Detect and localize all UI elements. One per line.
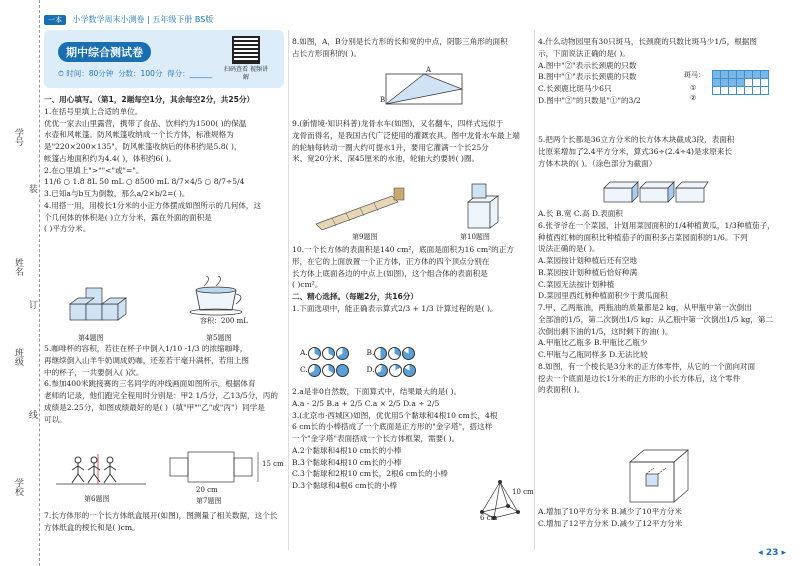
question-line: 2.a是非0自然数，下面算式中，结果最大的是( )。 <box>292 387 462 396</box>
column-2 <box>292 36 532 60</box>
page-number-text: 23 <box>765 548 779 558</box>
question-line: 4.什么动物园里有30只斑马，长颈鹿的只数比斑马少1/5，根据图 <box>538 37 757 46</box>
page-number: ◂ 23 ▸ <box>758 548 786 558</box>
question-line: 示，下面说法正确的是( )。 <box>538 48 630 58</box>
question-line: 优优一家去山里露营，携带了食品、饮料约为1500( )的保温 <box>44 118 247 128</box>
column-2-q9 <box>292 118 532 165</box>
column-3-end <box>538 506 788 530</box>
fig8-point-a: A <box>426 66 432 74</box>
question-line: 中的杯子，一共要倒入( )次。 <box>44 367 144 377</box>
question-line: 6.张爷爷在一个菜园，计划用菜园面积的1/4种植黄瓜，1/3种植茄子， <box>538 220 775 230</box>
question-line: D.菜园里西红柿种植面积少于黄瓜面积 <box>538 291 668 301</box>
grid-label-2: ② <box>690 94 697 102</box>
question-line: 8.如图，有一个棱长是3分米的正方体零件，从它的一个面向对面 <box>538 361 756 371</box>
question-line: ( )平方分米。 <box>44 224 91 234</box>
question-line: A.增加了10平方分米 B.减少了10平方分米 <box>538 507 682 516</box>
exam-time: ⏱ 时间：80分钟 <box>58 69 114 78</box>
question-line: B.菜园按计划种植后恰好种满 <box>538 267 638 277</box>
question-line: 个几何体的体积是( )立方分米，露在外面的面积是 <box>44 212 212 222</box>
number-label: 学号 <box>13 128 23 146</box>
exam-score: 得分：______ <box>167 69 213 78</box>
question-line: A.甲瓶比乙瓶多 B.甲瓶比乙瓶少 <box>538 338 648 348</box>
pyramid-base-len: 6 cm <box>480 514 498 522</box>
question-line: 6 cm长的小棒搭成了一个底面是正方形的"金字塔"，搭这样 <box>292 422 493 432</box>
school-label: 学校 <box>13 478 23 496</box>
question-line: C.3个黏球和2根10 cm长，2根6 cm长的小棒 <box>292 469 448 479</box>
name-label: 姓名 <box>13 258 23 276</box>
question-line: 的轮轴每转动一圈大约可提水1升，要用它灌满一个长25分 <box>292 142 489 152</box>
question-line: 可以。 <box>44 414 67 424</box>
question-line: C.增加了12平方分米 D.减少了12平方分米 <box>538 518 683 528</box>
question-line: 挖去一个底面是边长1分米的正方形的小长方体后，这个零件 <box>538 373 741 383</box>
column-divider <box>288 30 289 550</box>
question-line: 11/6 ○ 1.8 8L 50 mL ○ 8500 mL 8/7×4/5 ○ 8/7÷5/4 <box>44 177 245 187</box>
question-line: 水壶和风帐篷。防风帐篷收纳成一个长方体，标准规格为 <box>44 130 234 140</box>
exam-title: 期中综合测试卷 <box>58 42 151 62</box>
class-label: 班级 <box>13 348 23 366</box>
exam-banner <box>44 30 284 88</box>
question-line: B.图中"①"表示长颈鹿的只数 <box>538 72 637 82</box>
question-line: 方体纸盒的棱长和是( )cm。 <box>44 522 140 532</box>
page-header <box>44 14 284 26</box>
question-line: 米、宽20分米、深45厘米的水池，轮轴大约要转( )圈。 <box>292 154 480 164</box>
question-line: C.菜园无法按计划种植 <box>538 279 615 289</box>
question-line: 4.用搭一用，用棱长1分米的小正方体摆成如图所示的几何体，这 <box>44 200 262 210</box>
cut-mark-2: 订 <box>27 300 37 309</box>
question-line: ( )cm²。 <box>292 280 323 290</box>
question-line: C.长颈鹿比斑马少6只 <box>538 84 612 94</box>
exam-total: 分数：100分 <box>118 69 163 78</box>
question-line: 老师的记录，他们跑完全程用时分别是：甲2 1/5分，乙13/5分，丙的 <box>44 391 278 401</box>
fig8-rectangle <box>384 72 466 108</box>
question-line: 8.如图，A，B分别是长方形的长和宽的中点，阴影三角形的面积 <box>292 37 508 46</box>
column-2-q2 <box>292 386 532 492</box>
choice-row: A. B. <box>300 344 530 361</box>
column-3-q5 <box>538 134 788 169</box>
fig7-caption: 第7题图 <box>196 497 222 505</box>
question-line: 7.长方体形的一个长方体纸盒展开(如图)，图测量了相关数据，这个长 <box>44 511 278 520</box>
column-3-q6 <box>538 208 788 396</box>
question-line: C.甲瓶与乙瓶同样多 D.无法比较 <box>538 350 648 360</box>
column-1-end <box>44 510 284 534</box>
fig6-runners <box>56 450 146 490</box>
section-heading: 二、精心选择。（每题2分，共16分） <box>292 292 418 302</box>
question-line: 一个"金字塔"表面搭成一个长方体框架，需要( )。 <box>292 434 460 444</box>
qr-caption: 扫码查看 视频讲解 <box>224 66 268 81</box>
question-line: 帐篷占地面积约为4.4( )，体积约6( )。 <box>44 153 177 163</box>
cut-mark-1: 装 <box>27 184 37 193</box>
column-1-cont <box>44 343 284 425</box>
question-line: 是"220×200×135"，防风帐篷收纳后的体积约是5.8( )， <box>44 142 242 152</box>
fig6-caption: 第6题图 <box>84 495 110 503</box>
question-line: 5.咖啡杯的容积，若往在杯子中倒入1/10 -1/3 的浓缩咖啡， <box>44 344 248 353</box>
fig5-caption: 第5题图 <box>206 334 232 342</box>
question-line: A.a - 2/5 B.a + 2/5 C.a × 2/5 D.a ÷ 2/5 <box>292 398 440 408</box>
fig4-caption: 第4题图 <box>78 334 104 342</box>
question-line: 的表面积( )。 <box>538 385 585 395</box>
question-line: 次倒出剩下油的1/5，这时剩下的油( )。 <box>538 326 673 336</box>
question-line: 9.(新情境·知识科普)龙骨水车(如图)，又名翻车，四样式远似于 <box>292 119 504 128</box>
question-line: 1.在括号里填上合适的单位。 <box>44 106 143 116</box>
fig9-waterwheel <box>312 184 408 230</box>
fig10-caption: 第10题图 <box>460 233 490 241</box>
question-line: 再继续倒入山羊牛奶调成奶咖，还差若干毫升满杯，若用上图 <box>44 355 250 365</box>
fig4-cubes <box>60 282 150 332</box>
question-line: 7.甲、乙两瓶油，两瓶油的质量都是2 kg，从甲瓶中第一次倒出 <box>538 303 752 313</box>
question-line: 占长方形面积的( )。 <box>292 48 362 58</box>
question-line: A.图中"②"表示长颈鹿的只数 <box>538 60 637 70</box>
fig7-height: 15 cm <box>262 460 284 468</box>
fraction-grid <box>712 70 768 94</box>
column-divider <box>534 30 535 550</box>
question-line: D.3个黏球和4根6 cm长的小棒 <box>292 481 397 491</box>
qr-code-icon[interactable] <box>232 36 260 64</box>
grid-label-1: ① <box>690 84 697 92</box>
fig8-point-b: B <box>380 96 386 104</box>
question-line: 1.下面选项中，能正确表示算式2/3 + 1/3 计算过程的是( )。 <box>292 303 498 313</box>
choice-row: C. D. <box>300 361 530 378</box>
zebra-label: 斑马： <box>684 71 705 79</box>
question-line: 说法正确的是( )。 <box>538 244 600 254</box>
fig7-length: 20 cm <box>196 486 218 494</box>
question-line: 全部油的1/5，第二次倒出1/5 kg；从乙瓶中第一次倒出1/5 kg，第二 <box>538 314 774 324</box>
choice-circles <box>300 344 530 378</box>
column-1 <box>44 94 284 235</box>
fig-hollow-cube <box>626 448 696 504</box>
question-line: 5.把两个长都是36立方分米的长方体木块截成3段，表面积 <box>538 135 735 144</box>
fig-cut-blocks <box>600 180 710 204</box>
fig10-solid <box>458 180 502 232</box>
series-title: 小学数学周末小测卷 | 五年级下册 BS版 <box>72 15 214 24</box>
section-heading: 一、用心填写。（第1，2题每空1分，其余每空2分，共25分） <box>44 95 255 104</box>
question-line: 3.(北京市·西城区)如图，优优用5个黏球和4根10 cm长，4根 <box>292 410 498 420</box>
question-line: 6.参加400米跳接赛的三名同学的冲线画面如图所示，根据体育 <box>44 379 256 389</box>
series-tag: 一本 <box>44 15 66 25</box>
question-line: 成绩是2.25分，如图成绩最好的是( )（填"甲""乙"或"丙"）同学是 <box>44 402 265 412</box>
question-line: 长方体上底面各边的中点上(如图)，这个组合体的表面积是 <box>292 268 488 278</box>
question-line: 龙骨而得名，是我国古代广泛使用的灌溉农具。图中龙骨水车最上端 <box>292 130 520 140</box>
question-line: 种植西红柿的面积比种植茄子的面积多占菜园面积的1/6。下列 <box>538 232 748 242</box>
question-line: 2.在○里填上">""<"或"="。 <box>44 165 144 175</box>
fig9-caption: 第9题图 <box>352 233 378 241</box>
question-line: 形，在它的上面放置一个正方体，正方体的四个顶点分别在 <box>292 256 490 266</box>
fig7-net <box>168 446 278 492</box>
pyramid-edge-len: 10 cm <box>512 488 534 496</box>
fig5-volume: 容积：200 mL <box>200 317 248 325</box>
fig5-cup <box>186 276 258 316</box>
question-line: A.2个黏球和4根10 cm长的小棒 <box>292 445 402 455</box>
cut-mark-3: 线 <box>27 410 37 419</box>
binding-margin <box>0 0 40 566</box>
question-line: 10.一个长方体的表面积是140 cm²，底面是面积为16 cm²的正方 <box>292 245 514 254</box>
question-line: B.3个黏球和4根10 cm长的小棒 <box>292 457 402 467</box>
question-line: A.长 B.宽 C.高 D.表面积 <box>538 209 623 218</box>
question-line: A.菜园按计划种植后还有空地 <box>538 256 638 266</box>
exam-meta <box>58 68 212 79</box>
question-line: 方体木块的( )。（涂色部分为截面） <box>538 158 657 168</box>
column-2-q10 <box>292 244 532 315</box>
question-line: 3.已知a与b互为倒数，那么a/2×b/2=( )。 <box>44 189 190 199</box>
question-line: 比原来增加了2.4平方分米，算式36÷(2.4÷4)是求原来长 <box>538 146 732 156</box>
question-line: D.图中"②"的只数是"①"的3/2 <box>538 95 641 105</box>
